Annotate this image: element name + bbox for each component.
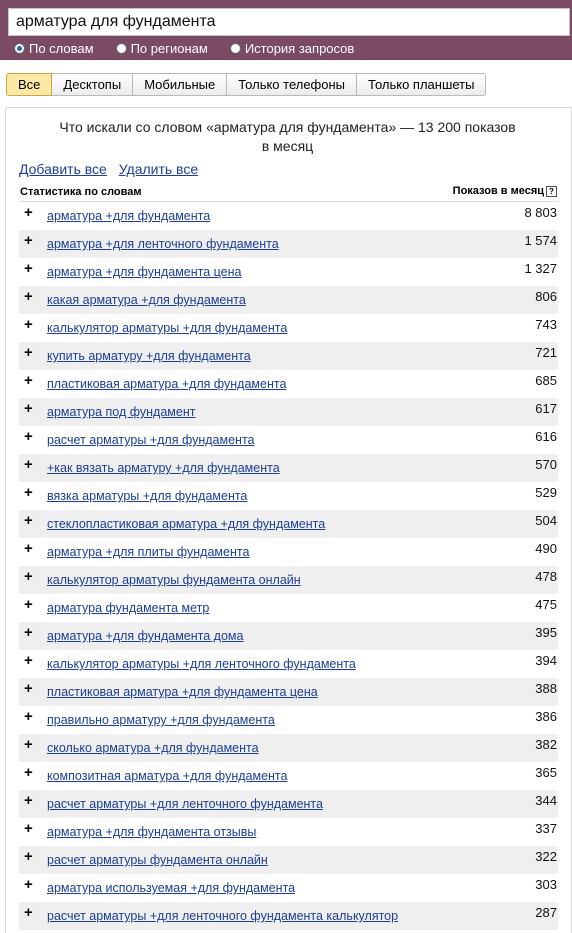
add-keyword-icon[interactable]: + bbox=[24, 204, 33, 221]
impressions-count: 1 574 bbox=[524, 233, 557, 248]
add-keyword-icon[interactable]: + bbox=[24, 288, 33, 305]
add-keyword-icon[interactable]: + bbox=[24, 568, 33, 585]
add-keyword-icon[interactable]: + bbox=[24, 260, 33, 277]
impressions-count: 8 803 bbox=[524, 205, 557, 220]
keyword-link[interactable]: калькулятор арматуры +для ленточного фундамента bbox=[47, 657, 356, 671]
table-row bbox=[19, 230, 558, 258]
impressions-count: 322 bbox=[535, 849, 557, 864]
add-keyword-icon[interactable]: + bbox=[24, 400, 33, 417]
device-tab[interactable]: Только телефоны bbox=[227, 73, 357, 96]
impressions-count: 287 bbox=[535, 905, 557, 920]
search-mode-option[interactable] bbox=[14, 41, 94, 56]
search-input[interactable]: арматура для фундамента bbox=[8, 8, 570, 36]
add-keyword-icon[interactable]: + bbox=[24, 736, 33, 753]
remove-all-link[interactable]: Удалить все bbox=[118, 161, 199, 177]
keyword-link[interactable]: пластиковая арматура +для фундамента bbox=[47, 377, 287, 391]
summary-line-1: Что искали со словом «арматура для фундамента» — 13 200 показов bbox=[59, 119, 516, 135]
add-keyword-icon[interactable]: + bbox=[24, 596, 33, 613]
help-icon[interactable]: ? bbox=[546, 186, 557, 197]
radio-icon[interactable] bbox=[230, 43, 241, 54]
keyword-table bbox=[19, 202, 558, 930]
keyword-link[interactable]: калькулятор арматуры +для фундамента bbox=[47, 321, 288, 335]
keyword-link[interactable]: композитная арматура +для фундамента bbox=[47, 769, 288, 783]
device-tab[interactable]: Мобильные bbox=[133, 73, 227, 96]
search-mode-label: История запросов bbox=[244, 40, 355, 56]
table-row bbox=[19, 874, 558, 902]
impressions-count: 721 bbox=[535, 345, 557, 360]
keyword-link[interactable]: арматура +для фундамента bbox=[47, 209, 211, 223]
impressions-count: 806 bbox=[535, 289, 557, 304]
keyword-link[interactable]: сколько арматура +для фундамента bbox=[47, 741, 259, 755]
add-keyword-icon[interactable]: + bbox=[24, 652, 33, 669]
add-keyword-icon[interactable]: + bbox=[24, 764, 33, 781]
add-keyword-icon[interactable]: + bbox=[24, 456, 33, 473]
add-keyword-icon[interactable]: + bbox=[24, 848, 33, 865]
keyword-link[interactable]: расчет арматуры +для фундамента bbox=[47, 433, 255, 447]
table-row bbox=[19, 286, 558, 314]
table-row bbox=[19, 846, 558, 874]
keyword-link[interactable]: арматура используемая +для фундамента bbox=[47, 881, 296, 895]
add-keyword-icon[interactable]: + bbox=[24, 372, 33, 389]
keyword-link[interactable]: какая арматура +для фундамента bbox=[47, 293, 246, 307]
impressions-count: 382 bbox=[535, 737, 557, 752]
table-row bbox=[19, 426, 558, 454]
device-tab[interactable]: Все bbox=[6, 73, 52, 96]
add-keyword-icon[interactable]: + bbox=[24, 876, 33, 893]
keyword-link[interactable]: расчет арматуры +для ленточного фундамента bbox=[47, 797, 323, 811]
impressions-count: 617 bbox=[535, 401, 557, 416]
column-header-keyword: Статистика по словам bbox=[20, 186, 142, 198]
add-keyword-icon[interactable]: + bbox=[24, 316, 33, 333]
keyword-link[interactable]: купить арматуру +для фундамента bbox=[47, 349, 251, 363]
add-keyword-icon[interactable]: + bbox=[24, 820, 33, 837]
add-all-link[interactable]: Добавить все bbox=[19, 161, 107, 177]
impressions-count: 570 bbox=[535, 457, 557, 472]
impressions-count: 303 bbox=[535, 877, 557, 892]
add-keyword-icon[interactable]: + bbox=[24, 232, 33, 249]
table-row bbox=[19, 314, 558, 342]
table-row bbox=[19, 370, 558, 398]
add-keyword-icon[interactable]: + bbox=[24, 344, 33, 361]
table-row bbox=[19, 762, 558, 790]
keyword-link[interactable]: арматура +для фундамента цена bbox=[47, 265, 242, 279]
keyword-link[interactable]: вязка арматуры +для фундамента bbox=[47, 489, 248, 503]
impressions-count: 395 bbox=[535, 625, 557, 640]
add-keyword-icon[interactable]: + bbox=[24, 904, 33, 921]
table-row bbox=[19, 510, 558, 538]
keyword-link[interactable]: арматура фундамента метр bbox=[47, 601, 210, 615]
keyword-link[interactable]: калькулятор арматуры фундамента онлайн bbox=[47, 573, 301, 587]
keyword-link[interactable]: пластиковая арматура +для фундамента цена bbox=[47, 685, 318, 699]
table-row bbox=[19, 342, 558, 370]
column-header-impressions bbox=[453, 185, 557, 197]
search-mode-option[interactable] bbox=[230, 41, 355, 56]
impressions-count: 344 bbox=[535, 793, 557, 808]
bulk-actions bbox=[19, 161, 206, 177]
search-mode-group bbox=[14, 38, 376, 58]
table-row bbox=[19, 734, 558, 762]
device-tabs bbox=[6, 73, 486, 96]
results-summary bbox=[10, 118, 565, 156]
table-row bbox=[19, 258, 558, 286]
radio-icon[interactable] bbox=[116, 43, 127, 54]
search-mode-label: По регионам bbox=[130, 40, 208, 56]
table-row bbox=[19, 566, 558, 594]
radio-icon[interactable] bbox=[14, 43, 25, 54]
impressions-count: 475 bbox=[535, 597, 557, 612]
table-row bbox=[19, 594, 558, 622]
table-row bbox=[19, 818, 558, 846]
table-row bbox=[19, 398, 558, 426]
keyword-link[interactable]: арматура +для фундамента дома bbox=[47, 629, 244, 643]
device-tab[interactable]: Десктопы bbox=[52, 73, 133, 96]
device-tab[interactable]: Только планшеты bbox=[357, 73, 486, 96]
table-row bbox=[19, 790, 558, 818]
table-header bbox=[19, 184, 558, 202]
keyword-link[interactable]: расчет арматуры +для ленточного фундамента калькулятор bbox=[47, 909, 399, 923]
keyword-link[interactable]: арматура +для ленточного фундамента bbox=[47, 237, 279, 251]
keyword-link[interactable]: арматура под фундамент bbox=[47, 405, 196, 419]
impressions-count: 478 bbox=[535, 569, 557, 584]
table-row bbox=[19, 706, 558, 734]
impressions-count: 529 bbox=[535, 485, 557, 500]
summary-line-2: в месяц bbox=[261, 138, 314, 154]
impressions-count: 1 327 bbox=[524, 261, 557, 276]
table-row bbox=[19, 650, 558, 678]
search-mode-label: По словам bbox=[29, 40, 94, 56]
add-keyword-icon[interactable]: + bbox=[24, 708, 33, 725]
table-row bbox=[19, 902, 558, 930]
column-header-impressions-label: Показов в месяц bbox=[452, 185, 544, 197]
impressions-count: 337 bbox=[535, 821, 557, 836]
impressions-count: 388 bbox=[535, 681, 557, 696]
table-row bbox=[19, 454, 558, 482]
keyword-link[interactable]: правильно арматуру +для фундамента bbox=[47, 713, 275, 727]
table-row bbox=[19, 538, 558, 566]
table-row bbox=[19, 482, 558, 510]
impressions-count: 394 bbox=[535, 653, 557, 668]
impressions-count: 504 bbox=[535, 513, 557, 528]
add-keyword-icon[interactable]: + bbox=[24, 792, 33, 809]
keyword-link[interactable]: арматура +для плиты фундамента bbox=[47, 545, 250, 559]
keyword-link[interactable]: +как вязать арматуру +для фундамента bbox=[47, 461, 280, 475]
keyword-link[interactable]: стеклопластиковая арматура +для фундамента bbox=[47, 517, 326, 531]
add-keyword-icon[interactable]: + bbox=[24, 680, 33, 697]
table-row bbox=[19, 202, 558, 230]
add-keyword-icon[interactable]: + bbox=[24, 428, 33, 445]
impressions-count: 616 bbox=[535, 429, 557, 444]
search-mode-option[interactable] bbox=[116, 41, 208, 56]
impressions-count: 743 bbox=[535, 317, 557, 332]
impressions-count: 365 bbox=[535, 765, 557, 780]
keyword-link[interactable]: арматура +для фундамента отзывы bbox=[47, 825, 257, 839]
table-row bbox=[19, 622, 558, 650]
impressions-count: 490 bbox=[535, 541, 557, 556]
keyword-link[interactable]: расчет арматуры фундамента онлайн bbox=[47, 853, 268, 867]
impressions-count: 685 bbox=[535, 373, 557, 388]
add-keyword-icon[interactable]: + bbox=[24, 484, 33, 501]
add-keyword-icon[interactable]: + bbox=[24, 624, 33, 641]
add-keyword-icon[interactable]: + bbox=[24, 540, 33, 557]
table-row bbox=[19, 678, 558, 706]
impressions-count: 386 bbox=[535, 709, 557, 724]
add-keyword-icon[interactable]: + bbox=[24, 512, 33, 529]
